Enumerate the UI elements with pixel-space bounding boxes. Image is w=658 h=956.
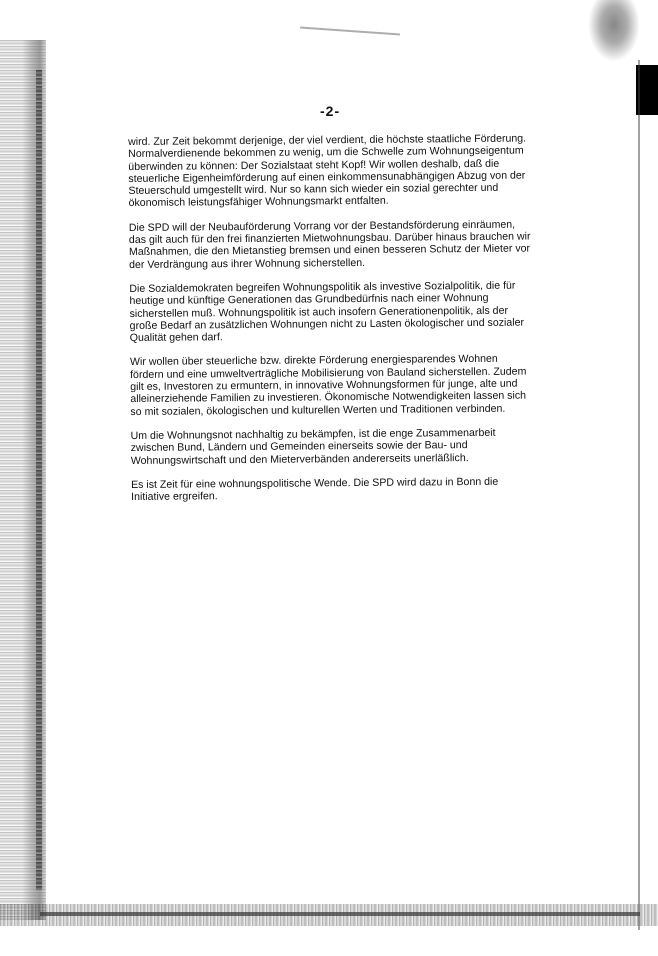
page-number: -2-	[320, 103, 341, 119]
scan-corner-blot	[588, 0, 640, 62]
paragraph-4: Wir wollen über steuerliche bzw. direkte Förderung energiesparendes Wohnen fördern und eine umweltverträgliche Mobilisierung von Bauland sicherstellen. Zudem gilt es, Investoren zu ermuntern, in innovative Wohnungsformen für junge, alte und alleinerziehende Familien zu investieren. Ökonomische Notwendigkeiten lassen sich so mit sozialen, ökologischen und kulturellen Werten und Traditionen verbinden.	[129, 353, 527, 418]
scan-edge-shadow	[36, 70, 42, 890]
paragraph-3: Die Sozialdemokraten begreifen Wohnungspolitik als investive Sozialpolitik, die für heutige und künftige Generationen das Grundbedürfnis nach einer Wohnung sicherstellen muß. Wohnungspolitik ist auch insofern Generationenpolitik, als der große Bedarf an zusätzlichen Wohnungen nicht zu Lasten ökologischer und sozialer Qualität gehen darf.	[129, 279, 525, 345]
paragraph-1: wird. Zur Zeit bekommt derjenige, der viel verdient, die höchste staatliche Förderung. Normalverdienende bekommen zu wenig, um die Schwelle zum Wohnungseigentum überwinden zu können: Der Sozialstaat steht Kopf! Wir wollen deshalb, daß die steuerliche Eigenheimförderung auf einen einkommensunabhängigen Abzug von der Steuerschuld umgestellt wird. Nur so kann sich wieder ein sozial gerechter und ökonomisch leistungsfähiger Wohnungsmarkt entfalten.	[128, 132, 527, 210]
scan-smudge	[300, 27, 400, 36]
scan-bottom-line	[40, 912, 640, 916]
scan-right-edge	[638, 60, 640, 930]
paragraph-5: Um die Wohnungsnot nachhaltig zu bekämpfen, ist die enge Zusammenarbeit zwischen Bund, Ländern und Gemeinden einerseits sowie der Bau- und Wohnungswirtschaft und den Mieterverbänden andererseits unerläßlich.	[130, 426, 496, 467]
document-body	[128, 132, 561, 515]
paragraph-6: Es ist Zeit für eine wohnungspolitische Wende. Die SPD wird dazu in Bonn die Initiative ergreifen.	[130, 475, 499, 504]
paragraph-2: Die SPD will der Neubauförderung Vorrang vor der Bestandsförderung einräumen, das gilt auch für den frei finanzierten Mietwohnungsbau. Darüber hinaus brauchen wir Maßnahmen, die den Mietanstieg bremsen und einen besseren Schutz der Mieter vor der Verdrängung aus ihrer Wohnung sicherstellen.	[128, 218, 531, 271]
